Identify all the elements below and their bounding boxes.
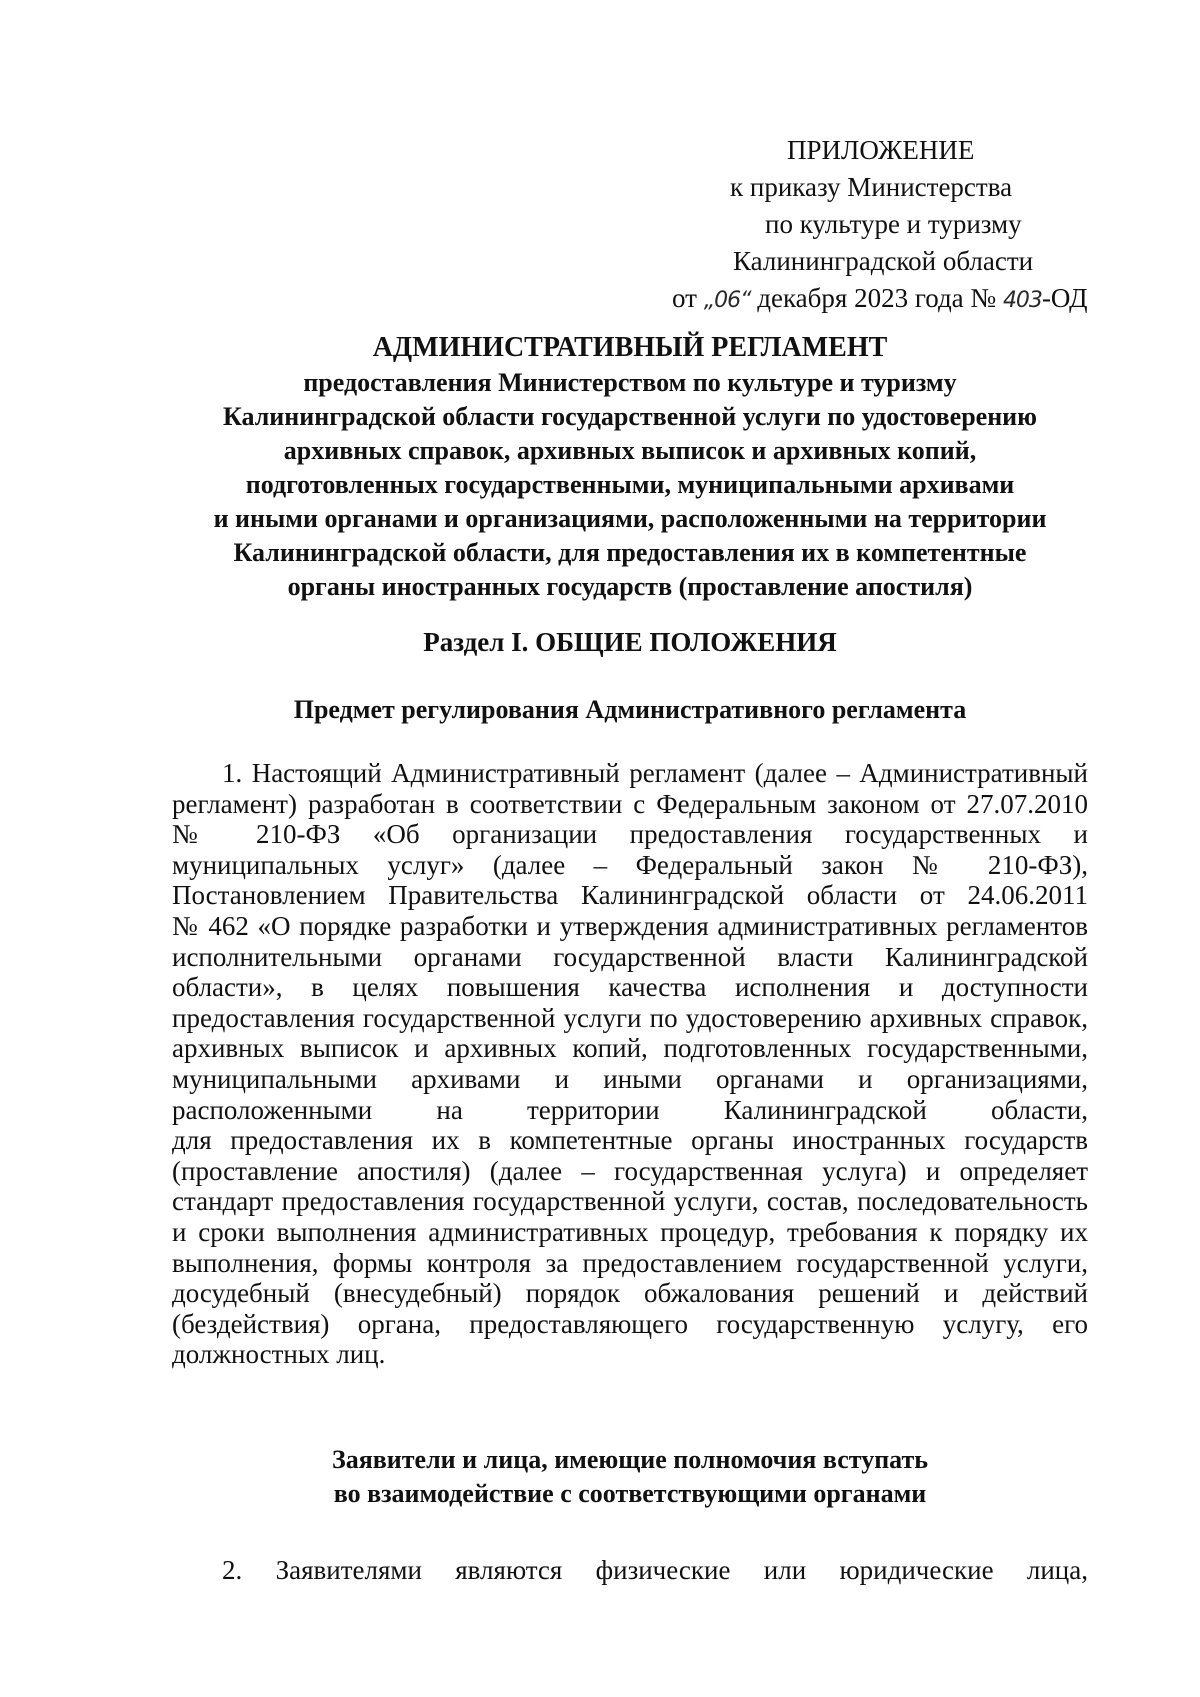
subsection-heading-line: во взаимодействие с соответствующими органами <box>333 1479 927 1508</box>
paragraph-line: муниципальными архивами и иными органами и организациями, <box>172 1063 1088 1094</box>
subtitle-line: Калининградской области государственной услуги по удостоверению <box>222 402 1038 431</box>
order-number-handwritten: 403 <box>1002 288 1042 313</box>
paragraph-line: (бездействия) органа, предоставляющего государственную услугу, его <box>172 1308 1088 1339</box>
paragraph-line: № 210-ФЗ «Об организации предоставления государственных и <box>172 819 1088 850</box>
appendix-date-line <box>650 280 1120 319</box>
paragraph-line: должностных лиц. <box>172 1339 386 1370</box>
paragraph-1 <box>172 758 1088 1370</box>
paragraph-line: области», в целях повышения качества исполнения и доступности <box>172 972 1088 1003</box>
paragraph-line: выполнения, формы контроля за предоставлением государственной услуги, <box>172 1247 1088 1278</box>
paragraph-line: (проставление апостиля) (далее – государственная услуга) и определяет <box>172 1155 1088 1186</box>
appendix-line-3: по культуре и туризму <box>765 209 1022 239</box>
section-title: Раздел I. ОБЩИЕ ПОЛОЖЕНИЯ <box>423 627 837 657</box>
appendix-line-4: Калининградской области <box>733 246 1034 276</box>
subtitle-line: Калининградской области, для предоставления их в компетентные <box>233 538 1027 567</box>
appendix-label: ПРИЛОЖЕНИЕ <box>787 135 975 165</box>
document-title: АДМИНИСТРАТИВНЫЙ РЕГЛАМЕНТ <box>372 332 888 363</box>
paragraph-line: № 462 «О порядке разработки и утверждения административных регламентов <box>172 910 1088 941</box>
date-rest: декабря 2023 года № <box>750 283 997 313</box>
paragraph-line: 2. Заявителями являются физические или юридические лица, <box>222 1555 1088 1585</box>
title-block <box>170 330 1090 604</box>
paragraph-line: досудебный (внесудебный) порядок обжалования решений и действий <box>172 1278 1088 1309</box>
paragraph-line: предоставления государственной услуги по удостоверению архивных справок, <box>172 1002 1088 1033</box>
paragraph-line: и сроки выполнения административных процедур, требования к порядку их <box>172 1216 1088 1247</box>
subsection-heading-1: Предмет регулирования Административного регламента <box>293 695 967 724</box>
paragraph-line: расположенными на территории Калининградской области, <box>172 1094 1088 1125</box>
paragraph-line: для предоставления их в компетентные органы иностранных государств <box>172 1125 1088 1156</box>
subsection-heading-2 <box>170 1443 1090 1511</box>
paragraph-line: Постановлением Правительства Калининградской области от 24.06.2011 <box>172 880 1088 911</box>
date-day-handwritten: „06“ <box>703 288 751 313</box>
subtitle-line: подготовленных государственными, муниципальными архивами <box>245 470 1015 499</box>
document-subtitle <box>170 366 1090 604</box>
order-suffix: -ОД <box>1041 283 1088 313</box>
date-prefix: от <box>672 283 697 313</box>
paragraph-line: муниципальных услуг» (далее – Федеральный закон № 210-ФЗ), <box>172 849 1088 880</box>
paragraph-line: стандарт предоставления государственной услуги, состав, последовательность <box>172 1186 1088 1217</box>
paragraph-line: архивных выписок и архивных копий, подготовленных государственными, <box>172 1033 1088 1064</box>
paragraph-line: 1. Настоящий Административный регламент (далее – Административный <box>222 758 1088 788</box>
paragraph-2 <box>222 1554 1088 1586</box>
appendix-block <box>650 132 1120 319</box>
subtitle-line: и иными органами и организациями, расположенными на территории <box>213 504 1047 533</box>
subsection-heading-line: Заявители и лица, имеющие полномочия вступать <box>331 1445 929 1474</box>
subtitle-line: предоставления Министерством по культуре и туризму <box>303 368 957 397</box>
paragraph-line: исполнительными органами государственной власти Калининградской <box>172 941 1088 972</box>
appendix-line-2: к приказу Министерства <box>730 172 1013 202</box>
paragraph-line: регламент) разработан в соответствии с Федеральным законом от 27.07.2010 <box>172 788 1088 819</box>
subtitle-line: органы иностранных государств (проставление апостиля) <box>287 572 973 601</box>
subtitle-line: архивных справок, архивных выписок и архивных копий, <box>283 436 977 465</box>
